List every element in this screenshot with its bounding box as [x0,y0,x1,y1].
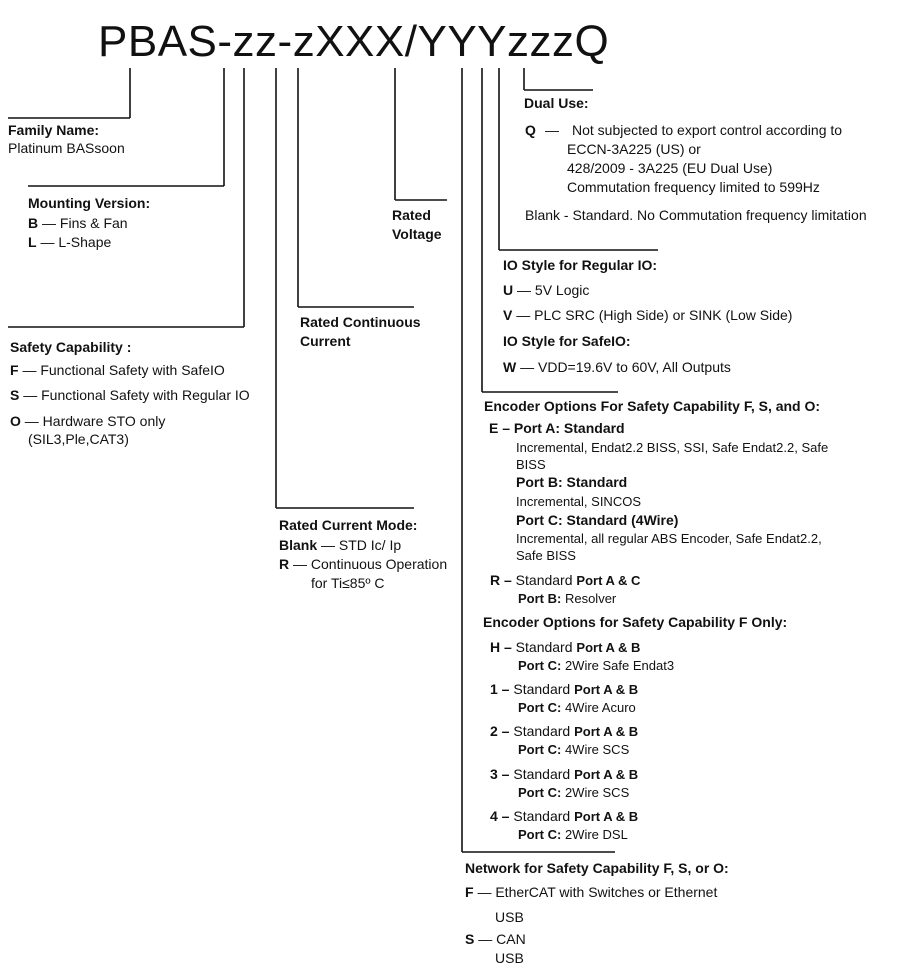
encoder-portc-val: 4Wire SCS [561,742,630,757]
encoder-portc: Port C: [518,658,562,673]
mounting-text: L-Shape [58,234,112,250]
encoder-portc: Port C: [518,785,562,800]
encoder-f-item-3 [490,766,638,783]
encoder-f-item-3-c [518,785,629,801]
io-text: — PLC SRC (High Side) or SINK (Low Side) [512,307,793,323]
encoder-code: 3 – [490,766,510,782]
current-mode-r [279,556,447,573]
network-text: — EtherCAT with Switches or Ethernet [473,884,718,900]
title-zz: zz- [232,17,293,66]
encoder-portb-desc: Incremental, SINCOS [516,494,641,509]
dual-use-q-line4: Commutation frequency limited to 599Hz [567,179,820,195]
encoder-e-desc2: BISS [516,457,546,472]
encoder-std: Standard [509,723,575,739]
title-xxx-yyy: XXX/YYY [315,17,508,66]
encoder-portb-val: Resolver [561,591,617,606]
dual-use-blank: Blank - Standard. No Commutation frequency limitation [525,207,867,223]
current-mode-header: Rated Current Mode: [279,517,418,533]
encoder-ports: Port A & B [574,767,639,782]
encoder-e-label: E – Port A: Standard [489,420,625,436]
safety-header: Safety Capability : [10,339,132,355]
encoder-ports: Port A & B [574,682,639,697]
dual-use-header: Dual Use: [524,95,589,111]
encoder-portb-label: Port B: Standard [516,474,628,490]
network-s-usb: USB [495,950,524,966]
io-safe-header: IO Style for SafeIO: [503,333,631,349]
encoder-portc-val: 4Wire Acuro [561,700,636,715]
encoder-code: 2 – [490,723,510,739]
dual-use-q-line3: 428/2009 - 3A225 (EU Dual Use) [567,160,773,176]
safety-text: Functional Safety with SafeIO [40,362,225,378]
encoder-std: Standard [509,681,575,697]
safety-code: S [10,387,20,403]
part-number-code [98,17,610,66]
io-code: V [503,307,513,323]
encoder-portc-desc1: Incremental, all regular ABS Encoder, Safe Endat2.2, [516,531,822,546]
io-item-w [503,359,731,376]
encoder-fso-header: Encoder Options For Safety Capability F, S, and O: [484,398,821,414]
encoder-portc: Port C: [518,827,562,842]
safety-sep: — [19,387,42,403]
io-code: W [503,359,517,375]
encoder-std: Standard [509,766,575,782]
dual-use-q-line1: Not subjected to export control according to [572,122,843,138]
encoder-code: 4 – [490,808,510,824]
network-code: F [465,884,474,900]
encoder-f-item-4-c [518,827,628,843]
rated-voltage-line2: Voltage [392,226,442,242]
safety-item-o [10,413,165,430]
encoder-code: R – [490,572,512,588]
io-regular-header: IO Style for Regular IO: [503,257,658,273]
mounting-header: Mounting Version: [28,195,151,211]
encoder-std: Standard [511,572,577,588]
encoder-std: Standard [509,808,575,824]
encoder-ports: Port A & B [574,809,639,824]
network-text: — CAN [474,931,526,947]
current-mode-r-temp: for Ti≤85º C [311,575,385,591]
network-header: Network for Safety Capability F, S, or O: [465,860,729,876]
encoder-portc-val: 2Wire DSL [561,827,628,842]
encoder-std: Standard [511,639,577,655]
rated-current-line1: Rated Continuous [300,314,421,330]
mounting-sep: — [36,234,59,250]
encoder-f-item-1 [490,681,638,698]
rated-voltage-line1: Rated [392,207,431,223]
family-header: Family Name: [8,122,100,138]
encoder-ports: Port A & B [574,724,639,739]
encoder-code: 1 – [490,681,510,697]
safety-code: O [10,413,21,429]
dual-use-q-code: Q [525,122,536,138]
mounting-item-l [28,234,111,251]
current-mode-text: — STD Ic/ Ip [317,537,402,553]
mounting-text: Fins & Fan [59,215,128,231]
mounting-code: L [28,234,37,250]
io-item-v [503,307,792,324]
safety-sep: — [20,413,43,429]
encoder-f-item-4 [490,808,638,825]
encoder-r-portb [518,591,616,607]
title-q: Q [574,17,610,66]
dual-use-q-line2: ECCN-3A225 (US) or [567,141,701,157]
mounting-sep: — [38,215,60,231]
encoder-f-item-1-c [518,700,636,716]
encoder-portc-desc2: Safe BISS [516,548,576,563]
network-code: S [465,931,475,947]
encoder-ports: Port A & C [576,573,641,588]
encoder-portc: Port C: [518,700,562,715]
safety-sep: — [18,362,41,378]
encoder-portc-val: 2Wire SCS [561,785,630,800]
io-item-u [503,282,589,299]
encoder-e-desc1: Incremental, Endat2.2 BISS, SSI, Safe Endat2.2, Safe [516,440,829,455]
encoder-portc-val: 2Wire Safe Endat3 [561,658,675,673]
safety-o-extra: (SIL3,Ple,CAT3) [28,431,129,447]
encoder-f-item-h-c [518,658,674,674]
current-mode-blank [279,537,401,554]
safety-item-s [10,387,250,404]
encoder-ports: Port A & B [576,640,641,655]
safety-text: Functional Safety with Regular IO [41,387,250,403]
title-zzz: zzz [507,17,575,66]
encoder-portc: Port C: [518,742,562,757]
mounting-item-b [28,215,128,232]
io-text: — 5V Logic [513,282,590,298]
network-item-s [465,931,526,948]
io-text: — VDD=19.6V to 60V, All Outputs [516,359,731,375]
safety-item-f [10,362,225,379]
current-mode-code: Blank [279,537,318,553]
network-f-usb: USB [495,909,524,925]
encoder-f-item-2 [490,723,638,740]
current-mode-code: R [279,556,290,572]
io-code: U [503,282,514,298]
safety-text: Hardware STO only [42,413,166,429]
safety-code: F [10,362,19,378]
encoder-portc-label: Port C: Standard (4Wire) [516,512,679,528]
dual-use-q-sep: — [545,122,559,138]
current-mode-text: — Continuous Operation [289,556,448,572]
family-value: Platinum BASsoon [8,140,125,156]
encoder-code: H – [490,639,512,655]
network-item-f [465,884,717,901]
encoder-f-header: Encoder Options for Safety Capability F Only: [483,614,788,630]
mounting-code: B [28,215,39,231]
title-prefix: PBAS- [98,17,233,66]
encoder-f-item-2-c [518,742,629,758]
encoder-r-line [490,572,640,589]
title-z: z [292,17,316,66]
rated-current-line2: Current [300,333,351,349]
encoder-f-item-h [490,639,640,656]
encoder-portb: Port B: [518,591,562,606]
